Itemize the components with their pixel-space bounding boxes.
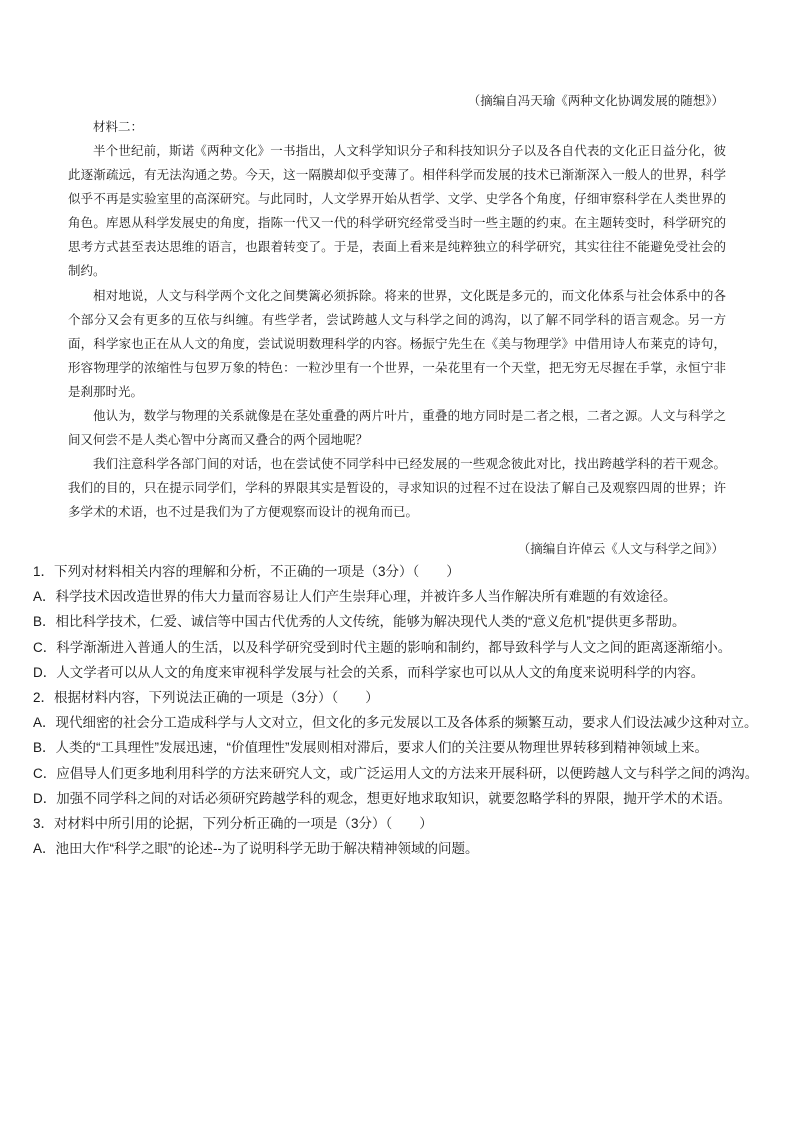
paragraph: 他认为，数学与物理的关系就像是在茎处重叠的两片叶片，重叠的地方同时是二者之根，二者之源。人文与科学之间又何尝不是人类心智中分离而又叠合的两个园地呢？	[68, 408, 726, 448]
material2-source: （摘编自许倬云《人文与科学之间》）	[517, 541, 724, 556]
option-d[interactable]: D．加强不同学科之间的对话必须研究跨越学科的观念，想更好地求取知识，就要忽略学科的界限，抛开学术的术语。	[33, 790, 732, 806]
option-c[interactable]: C．应倡导人们更多地利用科学的方法来研究人文，或广泛运用人文的方法来开展科研，以便跨越人文与科学之间的鸿沟。	[33, 765, 759, 781]
paragraph: 相对地说，人文与科学两个文化之间樊篱必须拆除。将来的世界，文化既是多元的，而文化体系与社会体系中的各个部分又会有更多的互依与纠缠。有些学者，尝试跨越人文与科学之间的鸿沟，以了解不同学科的语言观念。另一方面，科学家也正在从人文的角度，尝试说明数理科学的内容。杨振宁先生在《美与物理学》中借用诗人布莱克的诗句，形容物理学的浓缩性与包罗万象的特色：一粒沙里有一个世界，一朵花里有一个天堂，把无穷无尽握在手掌，永恒宁非是刹那时光。	[68, 287, 726, 399]
material2-body	[68, 139, 726, 525]
option-a[interactable]: A．池田大作“科学之眼”的论述--为了说明科学无助于解决精神领域的问题。	[33, 841, 479, 857]
option-b[interactable]: B．相比科学技术，仁爱、诚信等中国古代优秀的人文传统，能够为解决现代人类的“意义危机”提供更多帮助。	[33, 614, 686, 630]
question-stem: 3．对材料中所引用的论据，下列分析正确的一项是（3分）（ ）	[33, 816, 433, 832]
option-a[interactable]: A．现代细密的社会分工造成科学与人文对立，但文化的多元发展以工及各体系的频繁互动，要求人们设法减少这种对立。	[33, 715, 758, 731]
option-c[interactable]: C．科学渐渐进入普通人的生活，以及科学研究受到时代主题的影响和制约，都导致科学与人文之间的距离逐渐缩小。	[33, 639, 732, 655]
question-3	[33, 811, 759, 861]
option-a[interactable]: A．科学技术因改造世界的伟大力量而容易让人们产生崇拜心理，并被许多人当作解决所有难题的有效途径。	[33, 589, 677, 605]
option-b[interactable]: B．人类的“工具理性”发展迅速，“价值理性”发展则相对滞后，要求人们的关注要从物理世界转移到精神领域上来。	[33, 740, 708, 756]
material1-source: （摘编自冯天瑜《两种文化协调发展的随想》）	[467, 93, 724, 108]
question-1	[33, 559, 759, 685]
option-d[interactable]: D．人文学者可以从人文的角度来审视科学发展与社会的关系，而科学家也可以从人文的角度来说明科学的内容。	[33, 664, 705, 680]
paragraph: 我们注意科学各部门间的对话，也在尝试使不同学科中已经发展的一些观念彼此对比，找出跨越学科的若干观念。我们的目的，只在提示同学们，学科的界限其实是暂设的，寻求知识的过程不过在设法了解自己及观察四周的世界；许多学术的术语，也不过是我们为了方便观察而设计的视角而已。	[68, 456, 726, 520]
question-stem: 2．根据材料内容，下列说法正确的一项是（3分）（ ）	[33, 690, 379, 706]
material2-heading: 材料二：	[93, 119, 144, 134]
paragraph: 半个世纪前，斯诺《两种文化》一书指出，人文科学知识分子和科技知识分子以及各自代表的文化正日益分化，彼此逐渐疏远，有无法沟通之势。今天，这一隔膜却似乎变薄了。相伴科学而发展的技术已渐渐深入一般人的世界，科学似乎不再是实验室里的高深研究。与此同时，人文学界开始从哲学、文学、史学各个角度，仔细审察科学在人类世界的角色。库恩从科学发展史的角度，指陈一代又一代的科学研究经常受当时一些主题的约束。在主题转变时，科学研究的思考方式甚至表达思维的语言，也跟着转变了。于是，表面上看来是纯粹独立的科学研究，其实往往不能避免受社会的制约。	[68, 143, 726, 279]
question-2	[33, 685, 759, 811]
question-stem: 1．下列对材料相关内容的理解和分析，不正确的一项是（3分）（ ）	[33, 564, 460, 579]
question-list	[33, 559, 759, 861]
